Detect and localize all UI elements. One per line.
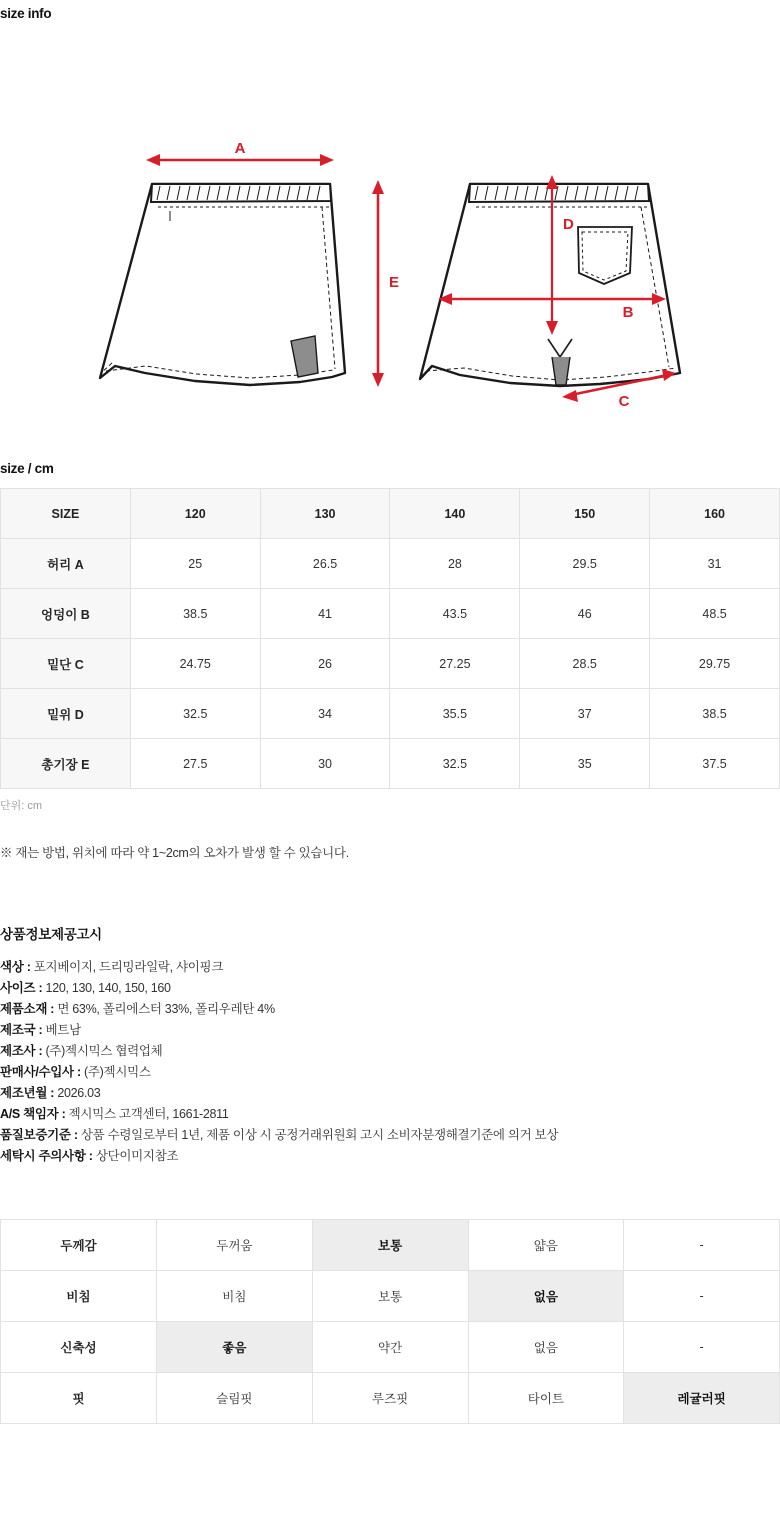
cell: 25	[130, 539, 260, 589]
cell: 27.25	[390, 639, 520, 689]
cell: 37.5	[650, 739, 780, 789]
attr-option-selected: 좋음	[157, 1322, 313, 1373]
notice-key: 품질보증기준	[0, 1128, 71, 1142]
notice-value: 상단이미지참조	[95, 1149, 179, 1163]
attr-option: 약간	[312, 1322, 468, 1373]
cell: 32.5	[130, 689, 260, 739]
attr-label-sheerness: 비침	[1, 1271, 157, 1322]
attr-option-selected: 없음	[468, 1271, 624, 1322]
cell: 41	[260, 589, 390, 639]
header-140: 140	[390, 489, 520, 539]
attr-label-elasticity: 신축성	[1, 1322, 157, 1373]
header-150: 150	[520, 489, 650, 539]
notice-sep: :	[73, 1065, 85, 1079]
notice-sep: :	[47, 1086, 58, 1100]
product-notice-heading: 상품정보제공고시	[0, 927, 102, 942]
attr-label-thickness: 두께감	[1, 1220, 157, 1271]
size-info-page	[0, 6, 780, 1424]
notice-sep: :	[70, 1128, 81, 1142]
notice-row-as-contact	[0, 1104, 780, 1125]
label-a: A	[234, 140, 246, 157]
notice-value: (주)젝시믹스	[84, 1065, 151, 1079]
notice-key: 제조년월	[0, 1086, 48, 1100]
notice-sep: :	[35, 981, 46, 995]
notice-row-seller	[0, 1062, 780, 1083]
attr-option-selected: 레귤러핏	[624, 1373, 780, 1424]
attr-option-selected: 보통	[312, 1220, 468, 1271]
attr-option: -	[624, 1322, 780, 1373]
attr-option: -	[624, 1271, 780, 1322]
notice-row-manufacture-date	[0, 1083, 780, 1104]
notice-value: 상품 수령일로부터 1년, 제품 이상 시 공정거래위원회 고시 소비자분쟁해결기준에 의거 보상	[80, 1128, 559, 1142]
cell: 29.75	[650, 639, 780, 689]
notice-sep: :	[85, 1149, 96, 1163]
notice-value: 베트남	[45, 1023, 81, 1037]
notice-key: 세탁시 주의사항	[0, 1149, 86, 1163]
table-row	[1, 1322, 780, 1373]
attr-option: 없음	[468, 1322, 624, 1373]
notice-key: A/S 책임자	[0, 1107, 59, 1121]
notice-row-washing	[0, 1146, 780, 1167]
notice-value: 포지베이지, 드리밍라일락, 샤이핑크	[33, 960, 224, 974]
notice-key: 제품소재	[0, 1002, 48, 1016]
row-label-waist: 허리 A	[1, 539, 131, 589]
notice-key: 제조국	[0, 1023, 36, 1037]
attr-option: -	[624, 1220, 780, 1271]
table-row	[1, 1271, 780, 1322]
notice-row-material	[0, 999, 780, 1020]
label-c: C	[618, 393, 630, 410]
size-info-heading: size info	[0, 6, 52, 21]
table-row	[1, 1373, 780, 1424]
notice-sep: :	[23, 960, 34, 974]
size-cm-heading: size / cm	[0, 461, 54, 476]
garment-measurement-diagram	[0, 21, 780, 461]
cell: 28	[390, 539, 520, 589]
notice-sep: :	[58, 1107, 69, 1121]
notice-value: (주)젝시믹스 협력업체	[45, 1044, 163, 1058]
notice-row-size	[0, 978, 780, 999]
header-130: 130	[260, 489, 390, 539]
fabric-attributes-table	[0, 1219, 780, 1424]
notice-key: 사이즈	[0, 981, 36, 995]
attr-label-fit: 핏	[1, 1373, 157, 1424]
size-measurement-table	[0, 488, 780, 789]
cell: 28.5	[520, 639, 650, 689]
attr-option: 슬림핏	[157, 1373, 313, 1424]
diagram-svg	[0, 21, 780, 461]
table-header-row	[1, 489, 780, 539]
front-view-sketch	[100, 184, 345, 385]
label-b: B	[622, 304, 634, 321]
notice-value: 120, 130, 140, 150, 160	[45, 981, 171, 995]
cell: 35.5	[390, 689, 520, 739]
notice-value: 2026.03	[57, 1086, 101, 1100]
notice-row-manufacturer	[0, 1041, 780, 1062]
cell: 26	[260, 639, 390, 689]
row-label-rise: 밑위 D	[1, 689, 131, 739]
cell: 43.5	[390, 589, 520, 639]
notice-row-warranty	[0, 1125, 780, 1146]
table-row	[1, 689, 780, 739]
table-row	[1, 639, 780, 689]
notice-key: 색상	[0, 960, 24, 974]
attr-option: 두꺼움	[157, 1220, 313, 1271]
cell: 48.5	[650, 589, 780, 639]
cell: 32.5	[390, 739, 520, 789]
notice-sep: :	[47, 1002, 58, 1016]
table-row	[1, 589, 780, 639]
back-view-sketch	[420, 184, 680, 386]
label-d: D	[563, 216, 574, 233]
attr-option: 비침	[157, 1271, 313, 1322]
row-label-hem: 밑단 C	[1, 639, 131, 689]
notice-value: 젝시믹스 고객센터, 1661-2811	[68, 1107, 229, 1121]
label-e: E	[389, 274, 400, 291]
notice-row-country	[0, 1020, 780, 1041]
notice-sep: :	[35, 1023, 46, 1037]
notice-row-color	[0, 957, 780, 978]
cell: 31	[650, 539, 780, 589]
table-row	[1, 1220, 780, 1271]
notice-sep: :	[35, 1044, 46, 1058]
cell: 34	[260, 689, 390, 739]
header-120: 120	[130, 489, 260, 539]
header-160: 160	[650, 489, 780, 539]
unit-note: 단위: cm	[0, 800, 43, 812]
cell: 38.5	[650, 689, 780, 739]
cell: 29.5	[520, 539, 650, 589]
attr-option: 타이트	[468, 1373, 624, 1424]
notice-value: 면 63%, 폴리에스터 33%, 폴리우레탄 4%	[57, 1002, 275, 1016]
attr-option: 얇음	[468, 1220, 624, 1271]
row-label-total-length: 총기장 E	[1, 739, 131, 789]
cell: 27.5	[130, 739, 260, 789]
row-label-hip: 엉덩이 B	[1, 589, 131, 639]
header-size: SIZE	[1, 489, 131, 539]
tolerance-note: ※ 재는 방법, 위치에 따라 약 1~2cm의 오차가 발생 할 수 있습니다.	[0, 846, 349, 860]
cell: 30	[260, 739, 390, 789]
table-row	[1, 539, 780, 589]
cell: 26.5	[260, 539, 390, 589]
cell: 46	[520, 589, 650, 639]
attr-option: 보통	[312, 1271, 468, 1322]
attr-option: 루즈핏	[312, 1373, 468, 1424]
cell: 24.75	[130, 639, 260, 689]
table-row	[1, 739, 780, 789]
cell: 35	[520, 739, 650, 789]
notice-key: 제조사	[0, 1044, 36, 1058]
cell: 38.5	[130, 589, 260, 639]
product-notice-list	[0, 957, 780, 1167]
cell: 37	[520, 689, 650, 739]
notice-key: 판매사/수입사	[0, 1065, 74, 1079]
